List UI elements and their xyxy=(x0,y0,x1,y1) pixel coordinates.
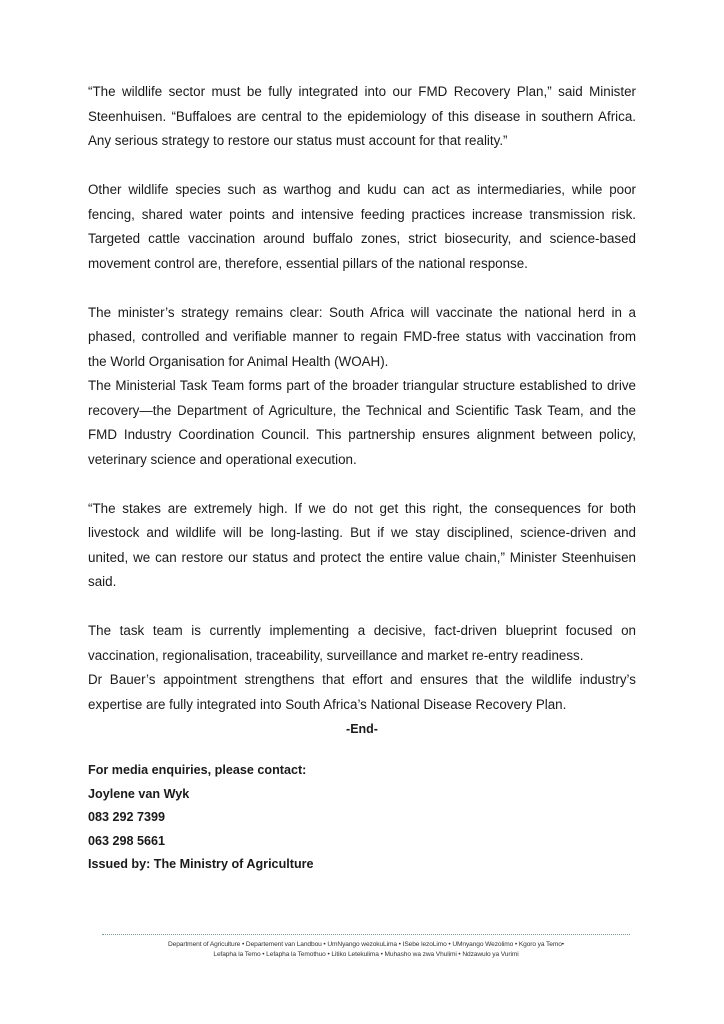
footer-divider xyxy=(102,934,630,935)
spacer xyxy=(88,276,636,301)
spacer xyxy=(88,595,636,620)
spacer xyxy=(88,154,636,179)
paragraph-bauer-appointment: Dr Bauer’s appointment strengthens that effort and ensures that the wildlife industry’s expertise are fully integrated into South Africa’s National Disease Recovery Plan. xyxy=(88,672,636,712)
issued-by: Issued by: The Ministry of Agriculture xyxy=(88,857,314,871)
paragraph-wildlife-quote: “The wildlife sector must be fully integrated into our FMD Recovery Plan,” said Minister Steenhuisen. “Buffaloes are central to the epidemiology of this disease in southern Africa. Any serious strategy to restore our status must account for that reality.” xyxy=(88,84,636,148)
contact-phone-1: 083 292 7399 xyxy=(88,810,166,824)
paragraph-stakes-quote: “The stakes are extremely high. If we do not get this right, the consequences for both livestock and wildlife will be long-lasting. But if we stay disciplined, science-driven and united, we can restore our status and protect the entire value chain,” Minister Steenhuisen said. xyxy=(88,500,636,589)
end-marker: -End- xyxy=(346,722,378,736)
media-contact-block xyxy=(88,759,636,877)
footer-line-1: Department of Agriculture • Departement van Landbou • UmNyango wezokuLima • ISebe lezoLimo • UMnyango Wezolimo • Kgoro ya Temo• xyxy=(167,941,564,948)
paragraph-blueprint: The task team is currently implementing a decisive, fact-driven blueprint focused on vaccination, regionalisation, traceability, surveillance and market re-entry readiness. xyxy=(88,623,636,663)
contact-phone-2: 063 298 5661 xyxy=(88,833,166,848)
footer-department-names xyxy=(102,940,630,960)
contact-name: Joylene van Wyk xyxy=(88,786,190,801)
contact-heading: For media enquiries, please contact: xyxy=(88,763,307,777)
paragraph-minister-strategy: The minister’s strategy remains clear: South Africa will vaccinate the national herd in a phased, controlled and verifiable manner to regain FMD-free status with vaccination from the World Organisation for Animal Health (WOAH). xyxy=(88,304,636,369)
footer-line-2: Lefapha la Temo • Lefapha la Temothuo • Litiko Letekulima • Muhasho wa zwa Vhulimi • Ndzawulo ya Vurimi xyxy=(213,951,519,958)
paragraph-transmission-risk: Other wildlife species such as warthog and kudu can act as intermediaries, while poor fencing, shared water points and intensive feeding practices increase transmission risk. Targeted cattle vaccination around buffalo zones, strict biosecurity, and science-based movement control are, therefore, essential pillars of the national response. xyxy=(88,182,636,271)
paragraph-task-team-structure: The Ministerial Task Team forms part of the broader triangular structure established to drive recovery—the Department of Agriculture, the Technical and Scientific Task Team, and the FMD Industry Coordination Council. This partnership ensures alignment between policy, veterinary science and operational execution. xyxy=(88,378,636,467)
spacer xyxy=(88,472,636,497)
document-body xyxy=(88,80,636,877)
